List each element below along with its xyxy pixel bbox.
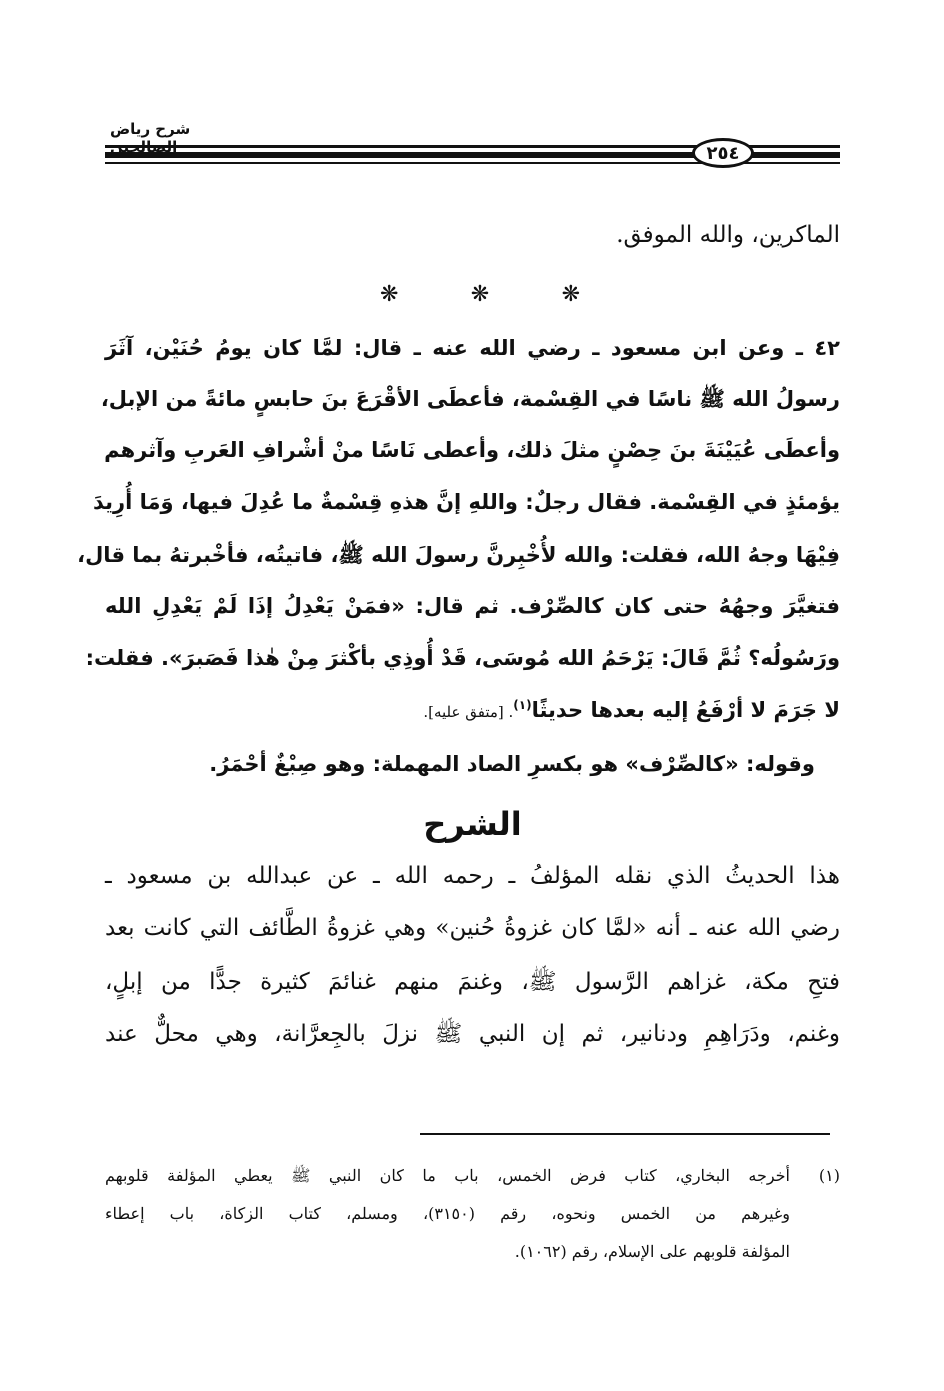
explanation-note: وقوله: «كالصِّرْف» هو بكسرِ الصاد المهملة: وهو صِبْغٌ أحْمَرُ. [209, 752, 815, 776]
page-number-badge [692, 138, 754, 168]
commentary-line: هذا الحديثُ الذي نقله المؤلفُ ـ رحمه الله ـ عن عبدالله بن مسعود ـ [105, 863, 840, 889]
hadith-source: . [متفق عليه]. [423, 703, 514, 721]
star-icon: ❋ [470, 282, 490, 307]
footnote-number: (١) [818, 1166, 840, 1185]
intro-line: الماكرين، والله الموفق. [616, 222, 840, 248]
commentary-line: وغنم، ودَرَاهِمِ ودنانير، ثم إن النبي ﷺ نزلَ بالجِعرَّانة، وهي محلٌّ عند [105, 1021, 840, 1047]
hadith-line: يؤمئذٍ في القِسْمة. فقال رجلٌ: واللهِ إنَّ هذهِ قِسْمةٌ ما عُدِلَ فيها، وَمَا أُرِيدَ [93, 490, 840, 514]
section-heading: الشرح [423, 805, 522, 843]
commentary-line: فتحِ مكة، غزاهم الرَّسول ﷺ، وغنمَ منهم غنائمَ كثيرة جدًّا من إبلٍ، [105, 969, 840, 995]
separator-stars [380, 282, 580, 307]
commentary-line: رضي الله عنه ـ أنه «لمَّا كان غزوةُ حُنين» وهي غزوةُ الطَّائف التي كانت بعد [105, 915, 840, 941]
book-title: شرح رياض [110, 120, 191, 138]
hadith-line: ورَسُولُه؟ ثُمَّ قَالَ: يَرْحَمُ الله مُوسَى، قَدْ أُوذِي بأكْثرَ مِنْ هٰذا فَصَبرَ». فقلت: [85, 646, 840, 670]
page-number: ٢٥٤ [706, 142, 740, 164]
hadith-last-line [105, 698, 840, 722]
hadith-line: وأعطَى عُيَيْنَةَ بنَ حِصْنٍ مثلَ ذلك، وأعطى نَاسًا منْ أشْرافِ العَربِ وآثرهم [104, 438, 840, 462]
star-icon: ❋ [380, 282, 399, 307]
footnote-line: المؤلفة قلوبهم على الإسلام، رقم (١٠٦٢). [514, 1242, 790, 1261]
footnote-line: أخرجه البخاري، كتاب فرض الخمس، باب ما كان النبي ﷺ يعطي المؤلفة قلوبهم [105, 1166, 790, 1185]
hadith-line: رسولُ الله ﷺ ناسًا في القِسْمة، فأعطَى الأقْرَعَ بنَ حابسٍ مائةً من الإبل، [100, 387, 840, 411]
footnote-rule [420, 1133, 830, 1135]
footnote-ref: (١) [513, 698, 532, 712]
star-icon: ❋ [561, 282, 580, 307]
hadith-line: ٤٢ ـ وعن ابن مسعود ـ رضي الله عنه ـ قال: لمَّا كان يومُ حُنَيْن، آثَرَ [105, 336, 840, 360]
hadith-last-text: لا جَرَمَ لا أرْفَعُ إليه بعدها حديثًا [531, 698, 840, 722]
footnote-line: وغيرهم من الخمس ونحوه، رقم (٣١٥٠)، ومسلم، كتاب الزكاة، باب إعطاء [105, 1204, 790, 1223]
hadith-line: فِيْهَا وجهُ الله، فقلت: والله لأُخْبِرنَّ رسولَ الله ﷺ، فاتيتُه، فأخْبرتهُ بما قال، [77, 543, 840, 567]
hadith-line: فتغيَّرَ وجهُهُ حتى كان كالصِّرْف. ثم قال: «فمَنْ يَعْدِلُ إذَا لَمْ يَعْدِلِ الله [105, 594, 840, 618]
